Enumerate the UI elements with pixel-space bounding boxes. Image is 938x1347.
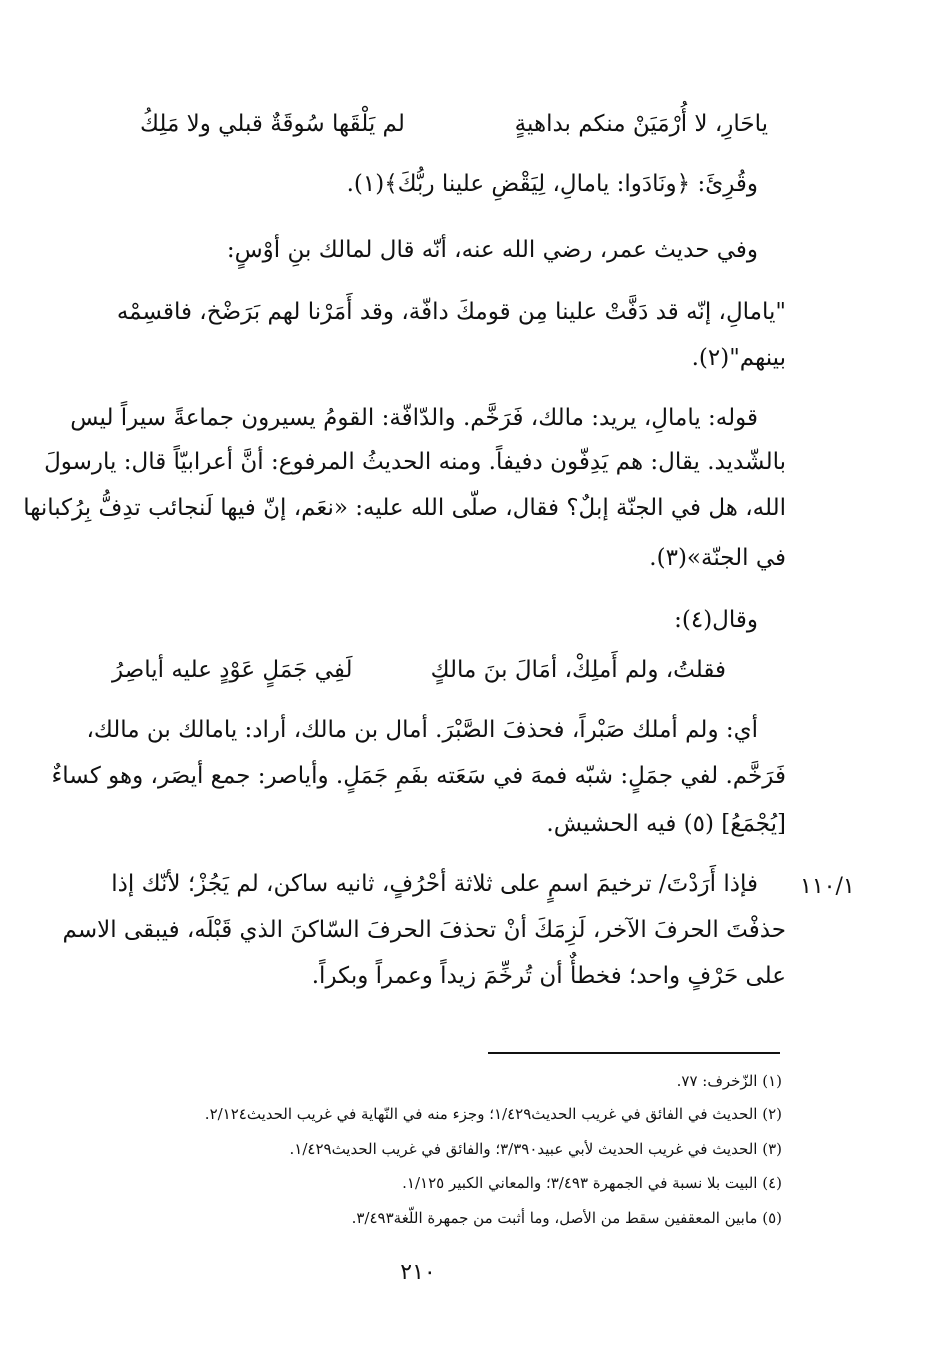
verse2-second-hemistich: لَفِي جَمَلٍ عَوْدٍ عليه أياصِرُ bbox=[112, 657, 353, 683]
text-line: [يُجْمَعُ] (٥) فيه الحشيش. bbox=[546, 811, 786, 837]
verse1-first-hemistich: ياحَارِ، لا أُرْمَيَنْ منكم بداهيةٍ bbox=[514, 111, 768, 137]
text-line: بالشّديد. يقال: هم يَدِفّون دفيفاً. ومنه الحديثُ المرفوع: أنَّ أعرابيّاً قال: يارسولَ bbox=[44, 449, 786, 475]
verse2-first-hemistich: فقلتُ، ولم أَملِكْ، أمَالَ بنَ مالكٍ bbox=[430, 657, 726, 683]
text-line: على حَرْفٍ واحد؛ فخطأٌ أن تُرخِّمَ زيداً وعمراً وبكراً. bbox=[311, 963, 786, 989]
footnote: (١) الزّخرف: ٧٧. bbox=[676, 1072, 782, 1090]
text-line: قوله: يامالِ، يريد: مالك، فَرَخَّم. والدّافّة: القومُ يسيرون جماعةً سيراً ليس bbox=[70, 405, 758, 431]
text-line: وفي حديث عمر، رضي الله عنه، أنّه قال لمالك بنِ أوْسٍ: bbox=[226, 237, 758, 263]
text-line: فإذا أَرَدْتَ/ ترخيمَ اسمٍ على ثلاثة أحْرُفٍ، ثانيه ساكن، لم يَجُزْ؛ لأنّك إذا bbox=[111, 871, 758, 897]
text-line: حذفْتَ الحرفَ الآخر، لَزِمَكَ أنْ تحذفَ الحرفَ السّاكنَ الذي قَبْلَه، فيبقى الاسم bbox=[62, 917, 786, 943]
text-line: "يامالِ، إنّه قد دَفَّتْ علينا مِن قومكَ دافّة، وقد أَمَرْنا لهم بَرَضْخ، فاقسِمْه bbox=[116, 299, 786, 325]
footnote: (٣) الحديث في غريب الحديث لأبي عبيد٣/٣٩٠؛ والفائق في غريب الحديث١/٤٢٩. bbox=[289, 1140, 782, 1158]
text-line: وقال(٤): bbox=[674, 607, 758, 633]
page-number: ٢١٠ bbox=[400, 1260, 436, 1285]
text-line: أي: ولم أملك صَبْراً، فحذفَ الصَّبْرَ. أمال بن مالك، أراد: يامالك بن مالك، bbox=[86, 717, 758, 743]
footnote: (٤) البيت بلا نسبة في الجمهرة ٣/٤٩٣؛ والمعاني الكبير ١/١٢٥. bbox=[402, 1174, 782, 1192]
text-line: الله، هل في الجنّة إبلٌ؟ فقال، صلّى الله عليه: «نعَم، إنّ فيها لَنجائب تدِفُّ بِرُكبانها bbox=[23, 495, 786, 521]
footnote-separator bbox=[488, 1052, 780, 1054]
text-line: فَرَخَّم. لفي جمَلٍ: شبّه فمهَ في سَعَته بفَمِ جَمَلٍ. وأياصر: جمع أيصَر، وهو كساءٌ bbox=[51, 763, 786, 789]
text-line: وقُرِئَ: ﴿ونَادَوا: يامالِ، لِيَقْضِ علينا ربُّكَ﴾(١). bbox=[346, 171, 758, 197]
text-line: بينهم"(٢). bbox=[691, 345, 786, 371]
footnote: (٥) مابين المعقفين سقط من الأصل، وما أثبت من جمهرة اللّغة٣/٤٩٣. bbox=[351, 1209, 782, 1227]
margin-reference: ١١٠/١ bbox=[800, 874, 855, 899]
text-line: في الجنّة»(٣). bbox=[649, 545, 786, 571]
footnote: (٢) الحديث في الفائق في غريب الحديث١/٤٢٩؛ وجزء منه في النّهاية في غريب الحديث٢/١٢٤. bbox=[204, 1105, 782, 1123]
verse1-second-hemistich: لم يَلْقَها سُوقَةٌ قبلي ولا مَلِكُ bbox=[140, 111, 405, 137]
